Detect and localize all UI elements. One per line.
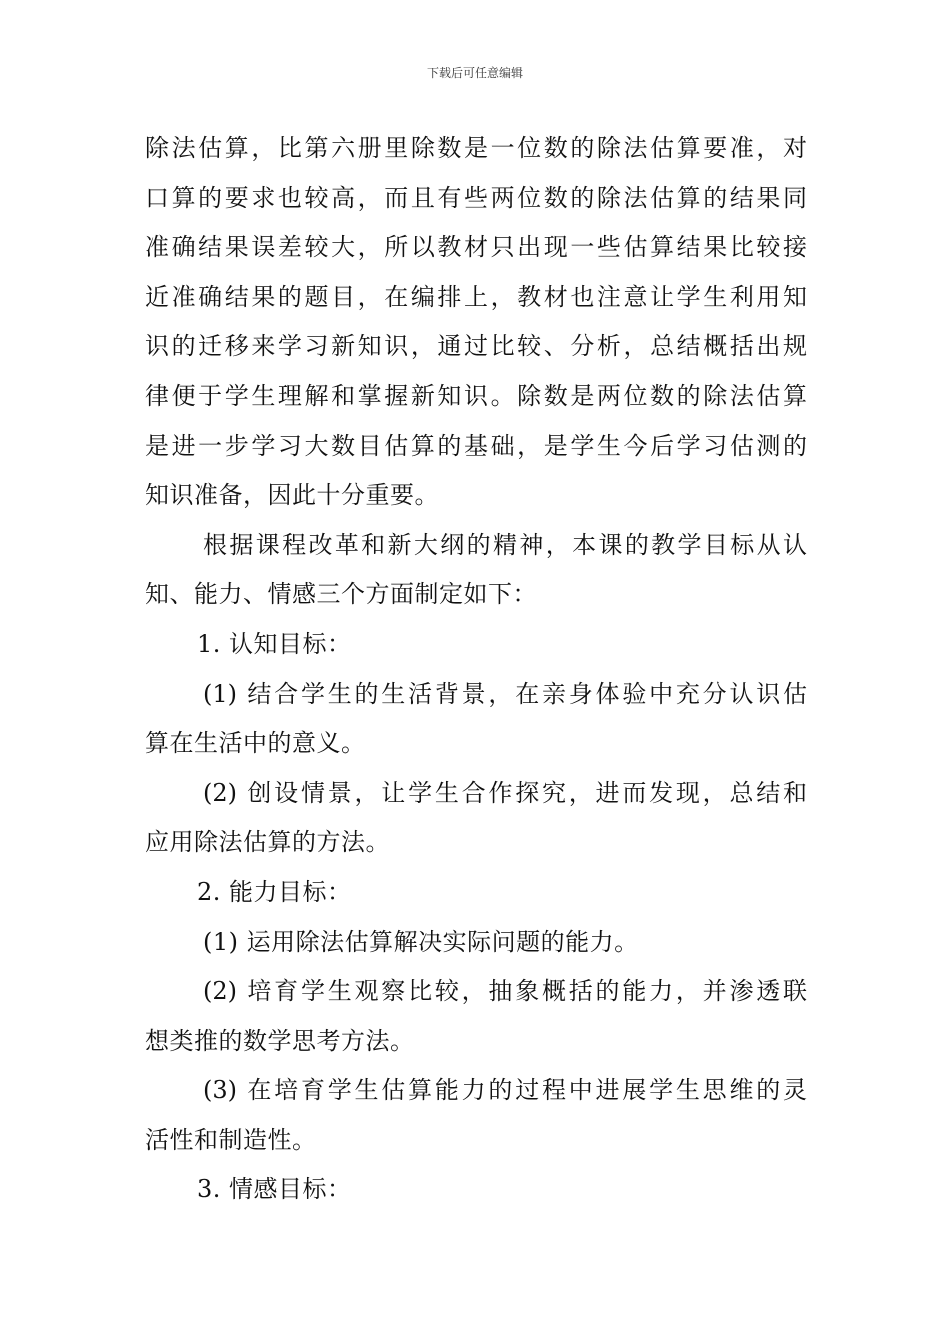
section-heading-emotion: 3. 情感目标： — [197, 1175, 352, 1204]
list-item: (1) 运用除法估算解决实际问题的能力。 — [203, 927, 639, 956]
list-item: (3) 在培育学生估算能力的过程中进展学生思维的灵 — [203, 1076, 807, 1105]
text-line: 是进一步学习大数目估算的基础，是学生今后学习估测的 — [145, 431, 807, 460]
page-header: 下载后可任意编辑 — [426, 66, 523, 80]
text-line: 想类推的数学思考方法。 — [145, 1026, 415, 1055]
text-line: 识的迁移来学习新知识，通过比较、分析，总结概括出规 — [145, 332, 807, 361]
text-line: 活性和制造性。 — [145, 1125, 317, 1154]
text-line: 律便于学生理解和掌握新知识。除数是两位数的除法估算 — [145, 381, 807, 410]
paragraph-first-line: 根据课程改革和新大纲的精神，本课的教学目标从认 — [203, 530, 807, 559]
section-heading-cognitive: 1. 认知目标： — [197, 629, 352, 658]
text-line: 准确结果误差较大，所以教材只出现一些估算结果比较接 — [145, 233, 807, 262]
text-line: 应用除法估算的方法。 — [145, 828, 390, 857]
list-item: (1) 结合学生的生活背景，在亲身体验中充分认识估 — [203, 679, 807, 708]
text-line: 近准确结果的题目，在编排上，教材也注意让学生利用知 — [145, 282, 807, 311]
document-body — [145, 124, 807, 1215]
list-item: (2) 培育学生观察比较，抽象概括的能力，并渗透联 — [203, 977, 807, 1006]
section-heading-ability: 2. 能力目标： — [197, 877, 352, 906]
list-item: (2) 创设情景，让学生合作探究，进而发现，总结和 — [203, 778, 807, 807]
text-line: 知识准备，因此十分重要。 — [145, 481, 439, 510]
text-line: 算在生活中的意义。 — [145, 729, 366, 758]
text-line: 知、能力、情感三个方面制定如下： — [145, 580, 537, 609]
text-line: 口算的要求也较高，而且有些两位数的除法估算的结果同 — [145, 183, 807, 212]
text-line: 除法估算，比第六册里除数是一位数的除法估算要准，对 — [145, 134, 807, 162]
